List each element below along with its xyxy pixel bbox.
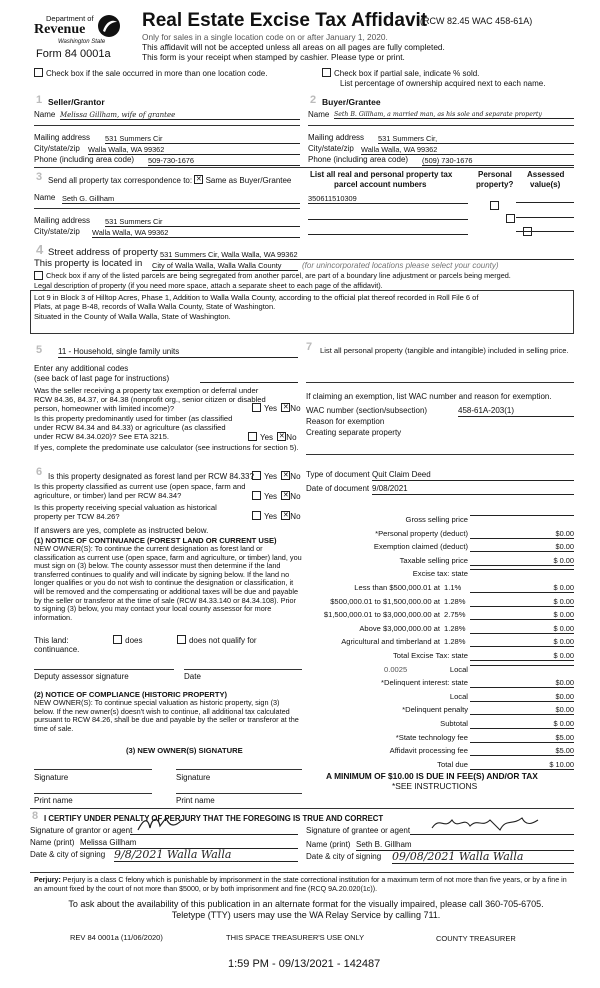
- personal-property-label: List all personal property (tangible and intangible) included in selling price.: [320, 346, 569, 355]
- grantor-name[interactable]: Melissa Gillham: [80, 838, 298, 849]
- same-as-buyer-checkbox[interactable]: ✕: [195, 176, 202, 184]
- does-checkbox[interactable]: [113, 635, 122, 644]
- reason-label: Reason for exemption: [306, 417, 385, 426]
- q-forest-yes[interactable]: [252, 471, 261, 480]
- corr-mail-label: Mailing address: [34, 216, 91, 225]
- reason-value[interactable]: Creating separate property: [306, 428, 402, 437]
- fee-rate: 2.75%: [444, 610, 466, 620]
- buyer-phone[interactable]: (509) 730-1676: [422, 156, 574, 166]
- fee-value[interactable]: $ 0.00: [470, 624, 574, 634]
- owner-print-label-2: Print name: [176, 796, 215, 805]
- q-historic-no[interactable]: ✕: [282, 512, 289, 520]
- q-calculator: If yes, complete the predominate use calculator (see instructions for section 5).: [34, 443, 299, 452]
- doc-type[interactable]: Quit Claim Deed: [372, 470, 574, 481]
- wac-number[interactable]: 458-61A-203(1): [458, 406, 574, 417]
- partial-sale-checkbox[interactable]: [322, 68, 331, 77]
- buyer-name-label: Name: [308, 110, 330, 119]
- sig-grantee[interactable]: [410, 826, 574, 835]
- buyer-city-label: City/state/zip: [308, 144, 354, 153]
- fee-label: Less than $500,000.01 at: [354, 583, 440, 592]
- grantor-signature-icon: [136, 814, 196, 834]
- fee-label: Total due: [437, 759, 468, 769]
- subtitle-3: This form is your receipt when stamped by cashier. Please type or print.: [142, 52, 405, 62]
- q-timber-yes[interactable]: [248, 432, 257, 441]
- fee-value[interactable]: $ 0.00: [470, 597, 574, 607]
- seller-phone[interactable]: 509-730-1676: [148, 156, 300, 166]
- seller-city[interactable]: Walla Walla, WA 99362: [88, 145, 300, 155]
- q-current-use-yes[interactable]: [252, 491, 261, 500]
- assessed-heading-1: Assessed: [527, 170, 565, 179]
- fee-label: Taxable selling price: [399, 555, 468, 565]
- revision-code: REV 84 0001a (11/06/2020): [70, 933, 163, 942]
- parcel-number-1[interactable]: 350611510309: [308, 194, 468, 204]
- fee-value[interactable]: $5.00: [470, 746, 574, 756]
- sig-grantor-label: Signature of grantor or agent: [30, 826, 133, 835]
- treasurer-stamp: 1:59 PM - 09/13/2021 - 142487: [228, 958, 381, 970]
- use-code[interactable]: 11 - Household, single family units: [58, 347, 298, 358]
- fee-value[interactable]: $ 0.00: [470, 719, 574, 729]
- buyer-name[interactable]: Seth B. Gillham, a married man, as his sole and separate property: [334, 111, 574, 119]
- section-2-number: 2: [310, 94, 317, 106]
- fee-value[interactable]: $5.00: [470, 733, 574, 743]
- corr-mail[interactable]: 531 Summers Cir: [105, 217, 300, 227]
- located-in[interactable]: City of Walla Walla, Walla Walla County: [152, 261, 298, 271]
- dor-logo: [32, 11, 127, 63]
- exemption-label: If claiming an exemption, list WAC number and reason for exemption.: [306, 392, 552, 401]
- buyer-city[interactable]: Walla Walla, WA 99362: [361, 145, 574, 155]
- deputy-date-label: Date: [184, 672, 201, 681]
- multi-location-checkbox-row[interactable]: Check box if the sale occurred in more than one location code.: [34, 69, 267, 79]
- fee-rate: 1.28%: [444, 596, 466, 606]
- buyer-heading: Buyer/Grantee: [322, 97, 381, 107]
- fee-label: *State technology fee: [395, 732, 468, 742]
- street-address[interactable]: 531 Summers Cir, Walla Walla, WA 99362: [160, 250, 574, 260]
- local-rate: 0.0025: [384, 664, 408, 674]
- fee-label: Gross selling price: [405, 515, 468, 524]
- fee-label: $500,000.01 to $1,500,000.00 at: [330, 596, 440, 606]
- parcel-heading-1: List all real and personal property tax: [310, 170, 453, 179]
- unincorporated-note: (for unincorporated locations please select your county): [302, 261, 499, 270]
- legal-line-2: Plats, at page B-48, records of Walla Walla County, State of Washington.: [34, 302, 276, 312]
- tty-note: Teletype (TTY) users may use the WA Relay Service by calling 711.: [171, 910, 441, 920]
- alt-format-note: To ask about the availability of this publication in an alternate format for the visually impaired, please call 360-705-6705.: [68, 899, 544, 909]
- continuance-body: NEW OWNER(S): To continue the current designation as forest land or classification as current use (open space, farm and agriculture, or timber) land, you must sign on (3) below. The county assessor must then determine if the land transferred continues to qualify and will indicate by signing below. If the land no longer qualifies or you do not wish to continue the designation or classification, it will be removed and the compensating or additional taxes will be due and payable by the seller or transferor at the time of sale (RCW 84.33.140 or 84.34.108). Prior to signing (3) below, you may contact your local county assessor for more information.: [34, 544, 302, 622]
- ownership-percent-note: List percentage of ownership acquired next to each name.: [340, 79, 546, 88]
- owner-signature-label-2: Signature: [176, 773, 211, 782]
- fee-label: Total Excise Tax: state: [393, 651, 468, 660]
- fee-value[interactable]: $ 10.00: [470, 760, 574, 770]
- seller-phone-label: Phone (including area code): [34, 155, 135, 164]
- section-3-number: 3: [36, 171, 43, 183]
- personal-checkbox-2[interactable]: [506, 214, 515, 223]
- personal-heading-2: property?: [476, 180, 514, 189]
- fee-value[interactable]: $ 0.00: [470, 610, 574, 620]
- dept-line1: Department of: [46, 14, 94, 23]
- grantor-date-label: Date & city of signing: [30, 850, 106, 859]
- fee-label: Local: [449, 664, 468, 674]
- fee-value[interactable]: [470, 569, 574, 570]
- county-treasurer-label: COUNTY TREASURER: [436, 934, 516, 943]
- form-number: Form 84 0001a: [36, 48, 111, 60]
- section-6-number: 6: [36, 466, 43, 478]
- q-timber-answer: Yes ✕ No: [248, 433, 297, 443]
- fee-label: *Delinquent interest: state: [381, 678, 468, 688]
- q-timber-no[interactable]: ✕: [278, 433, 285, 441]
- fee-rate: 1.28%: [444, 637, 466, 647]
- section-8-number: 8: [32, 810, 39, 822]
- q-current-use: Is this property classified as current use (open space, farm and agriculture, or timber) land per RCW 84.34?: [34, 482, 246, 500]
- fee-value[interactable]: $ 0.00: [470, 583, 574, 593]
- subtitle-1: Only for sales in a single location code on or after January 1, 2020.: [142, 32, 388, 42]
- fee-label: Agricultural and timberland at: [341, 637, 440, 647]
- personal-heading-1: Personal: [478, 170, 512, 179]
- fee-value[interactable]: $ 0.00: [470, 556, 574, 566]
- compliance-body: NEW OWNER(S): To continue special valuation as historic property, sign (3) below. If the new owner(s) doesn't wish to continue, all additional tax calculated pursuant to RCW 84.26, shall be due and payable by the seller or transferor at the time of sale.: [34, 698, 299, 733]
- rcw-reference: (RCW 82.45 WAC 458-61A): [420, 16, 533, 26]
- q-exemption-no[interactable]: ✕: [282, 404, 289, 412]
- additional-codes-label: Enter any additional codes: [34, 364, 129, 373]
- parcel-number-3[interactable]: [308, 226, 468, 235]
- seller-city-label: City/state/zip: [34, 144, 80, 153]
- grantee-signature-icon: [430, 814, 540, 834]
- q-exemption-answer: Yes ✕ No: [252, 404, 301, 414]
- legal-description-box[interactable]: [30, 290, 574, 334]
- subtitle-2: This affidavit will not be accepted unless all areas on all pages are fully completed.: [142, 42, 445, 52]
- legal-line-3: Situated in the County of Walla Walla, State of Washington.: [34, 311, 231, 321]
- section-7-number: 7: [306, 341, 313, 353]
- multi-location-checkbox[interactable]: [34, 68, 43, 77]
- legal-line-1: Lot 9 in Block 3 of Hilltop Acres, Phase 1, Addition to Walla Walla County, according to the official plat thereof recorded in Roll File 6 of: [34, 293, 479, 302]
- buyer-mail[interactable]: 531 Summers Cir,: [378, 134, 574, 144]
- grantor-date[interactable]: 9/8/2021 Walla Walla: [114, 849, 298, 862]
- located-label: This property is located in: [34, 258, 143, 269]
- seller-mail[interactable]: 531 Summers Cir: [105, 134, 300, 144]
- seller-heading: Seller/Grantor: [48, 97, 105, 107]
- continuance-label: continuance.: [34, 645, 80, 654]
- corr-name[interactable]: Seth G. Gillham: [62, 194, 300, 204]
- fee-label: *Delinquent penalty: [402, 705, 468, 715]
- q-forest-no[interactable]: ✕: [282, 472, 289, 480]
- seller-name-label: Name: [34, 110, 56, 119]
- perjury-note: Perjury: Perjury is a class C felony which is punishable by imprisonment in the state correctional institution for a maximum term of not more than five years, or by a fine in an amount fixed by the court of not more than $5000, or by both imprisonment and fine (RCQ 9A.20.020(1c)).: [34, 876, 567, 893]
- grantee-name-label: Name (print): [306, 840, 351, 849]
- segregated-checkbox[interactable]: [34, 271, 43, 280]
- q-exemption-yes[interactable]: [252, 403, 261, 412]
- additional-codes-see: (see back of last page for instructions): [34, 374, 170, 383]
- assessed-value-1[interactable]: [516, 194, 574, 203]
- seller-name[interactable]: Melissa Gillham, wife of grantee: [60, 111, 300, 120]
- legal-label: Legal description of property (if you need more space, attach a separate sheet to each page of the affidavit).: [34, 281, 383, 290]
- fee-value[interactable]: $ 0.00: [470, 651, 574, 661]
- fee-value[interactable]: $0.00: [470, 529, 574, 539]
- fee-rate: 1.1%: [444, 583, 462, 592]
- owner-print-label-1: Print name: [34, 796, 73, 805]
- q-forest-answer: Yes ✕ No: [252, 472, 301, 482]
- fee-label: $1,500,000.01 to $3,000,000.00 at: [323, 610, 440, 620]
- fee-label: Affidavit processing fee: [389, 746, 468, 756]
- corr-city-label: City/state/zip: [34, 227, 80, 236]
- fee-value[interactable]: $0.00: [470, 692, 574, 702]
- section-4-number: 4: [36, 242, 44, 257]
- owner-signature-label-1: Signature: [34, 773, 69, 782]
- street-label: Street address of property: [48, 247, 158, 258]
- buyer-phone-label: Phone (including area code): [308, 155, 409, 164]
- sig-grantee-label: Signature of grantee or agent: [306, 826, 411, 835]
- doc-type-label: Type of document: [306, 470, 370, 479]
- q-current-use-answer: Yes ✕ No: [252, 492, 301, 502]
- fee-value[interactable]: $ 0.00: [470, 637, 574, 647]
- parcel-number-2[interactable]: [308, 211, 468, 220]
- sig-grantor[interactable]: [130, 826, 298, 835]
- personal-checkbox-1[interactable]: [490, 201, 499, 210]
- q-historic: Is this property receiving special valuation as historical property per TCW 84.26?: [34, 503, 217, 521]
- treasurer-use-note: THIS SPACE TREASURER'S USE ONLY: [226, 933, 365, 942]
- dept-line2: Revenue: [34, 22, 86, 37]
- if-yes-note: If answers are yes, complete as instructed below.: [34, 526, 209, 535]
- buyer-mail-label: Mailing address: [308, 133, 365, 142]
- fee-label: Exemption claimed (deduct): [373, 542, 468, 552]
- segregated-row: Check box if any of the listed parcels are being segregated from another parcel, are part of a boundary line adjustment or parcels being merged.: [34, 271, 511, 281]
- fee-value[interactable]: $0.00: [470, 678, 574, 688]
- grantor-name-label: Name (print): [30, 838, 75, 847]
- parcel-heading-2: parcel account numbers: [334, 180, 427, 189]
- fee-value[interactable]: [470, 665, 574, 666]
- partial-sale-checkbox-row[interactable]: Check box if partial sale, indicate % sold.: [322, 69, 479, 79]
- deputy-signature-label: Deputy assessor signature: [34, 672, 129, 681]
- grantee-date-label: Date & city of signing: [306, 852, 382, 861]
- section-5-number: 5: [36, 344, 43, 356]
- fee-label: Excise tax: state: [412, 569, 468, 579]
- revenue-swoosh-icon: [96, 13, 122, 39]
- q-historic-answer: Yes ✕ No: [252, 512, 301, 522]
- assessed-value-2[interactable]: [516, 209, 574, 218]
- section-1-number: 1: [36, 94, 43, 106]
- doc-date[interactable]: 9/08/2021: [372, 484, 574, 495]
- q-current-use-no[interactable]: ✕: [282, 492, 289, 500]
- grantee-date[interactable]: 09/08/2021 Walla Walla: [392, 851, 574, 864]
- fee-value[interactable]: [470, 515, 574, 516]
- owner-signature-heading: (3) NEW OWNER(S) SIGNATURE: [126, 746, 243, 755]
- this-land-row: This land: does does not qualify for: [34, 636, 257, 645]
- wac-label: WAC number (section/subsection): [306, 406, 428, 415]
- fee-value[interactable]: $0.00: [470, 542, 574, 552]
- fee-value[interactable]: $0.00: [470, 705, 574, 715]
- corr-city[interactable]: Walla Walla, WA 99362: [92, 228, 300, 238]
- compliance-heading: (2) NOTICE OF COMPLIANCE (HISTORIC PROPERTY): [34, 690, 228, 699]
- correspondence-row: Send all property tax correspondence to: ✕ Same as Buyer/Grantee: [48, 176, 292, 185]
- fee-rate: 1.28%: [444, 623, 466, 633]
- q-exemption: Was the seller receiving a property tax exemption or deferral under RCW 84.36, 84.37, or 84.38 (nonprofit org., senior citizen or disabled person, homeowner with limited income)?: [34, 386, 266, 413]
- fee-label: Local: [449, 691, 468, 701]
- dept-line3: Washington State: [58, 39, 106, 45]
- see-instructions-note: *SEE INSTRUCTIONS: [392, 781, 478, 791]
- q-forest: Is this property designated as forest land per RCW 84.33?: [48, 472, 254, 481]
- seller-mail-label: Mailing address: [34, 133, 91, 142]
- corr-name-label: Name: [34, 193, 56, 202]
- does-not-checkbox[interactable]: [177, 635, 186, 644]
- doc-date-label: Date of document: [306, 484, 370, 493]
- additional-codes-input[interactable]: [200, 374, 298, 383]
- assessed-heading-2: value(s): [530, 180, 561, 189]
- grantee-name[interactable]: Seth B. Gillham: [356, 840, 574, 851]
- fee-label: Above $3,000,000.00 at: [359, 623, 440, 633]
- fee-label: *Personal property (deduct): [375, 528, 468, 538]
- q-historic-yes[interactable]: [252, 511, 261, 520]
- fee-label: Subtotal: [440, 719, 468, 728]
- continuance-heading: (1) NOTICE OF CONTINUANCE (FOREST LAND OR CURRENT USE): [34, 536, 277, 545]
- assessed-value-3[interactable]: [516, 223, 574, 232]
- page-title: Real Estate Excise Tax Affidavit: [142, 10, 428, 31]
- minimum-fee-note: A MINIMUM OF $10.00 IS DUE IN FEE(S) AND/OR TAX: [326, 771, 538, 781]
- q-timber: Is this property predominantly used for timber (as classified under RCW 84.34 and 84.33) or agriculture (as classified under RCW 84.34.020)? See ETA 3215.: [34, 414, 233, 441]
- certify-text: I CERTIFY UNDER PENALTY OF PERJURY THAT THE FOREGOING IS TRUE AND CORRECT: [44, 814, 384, 823]
